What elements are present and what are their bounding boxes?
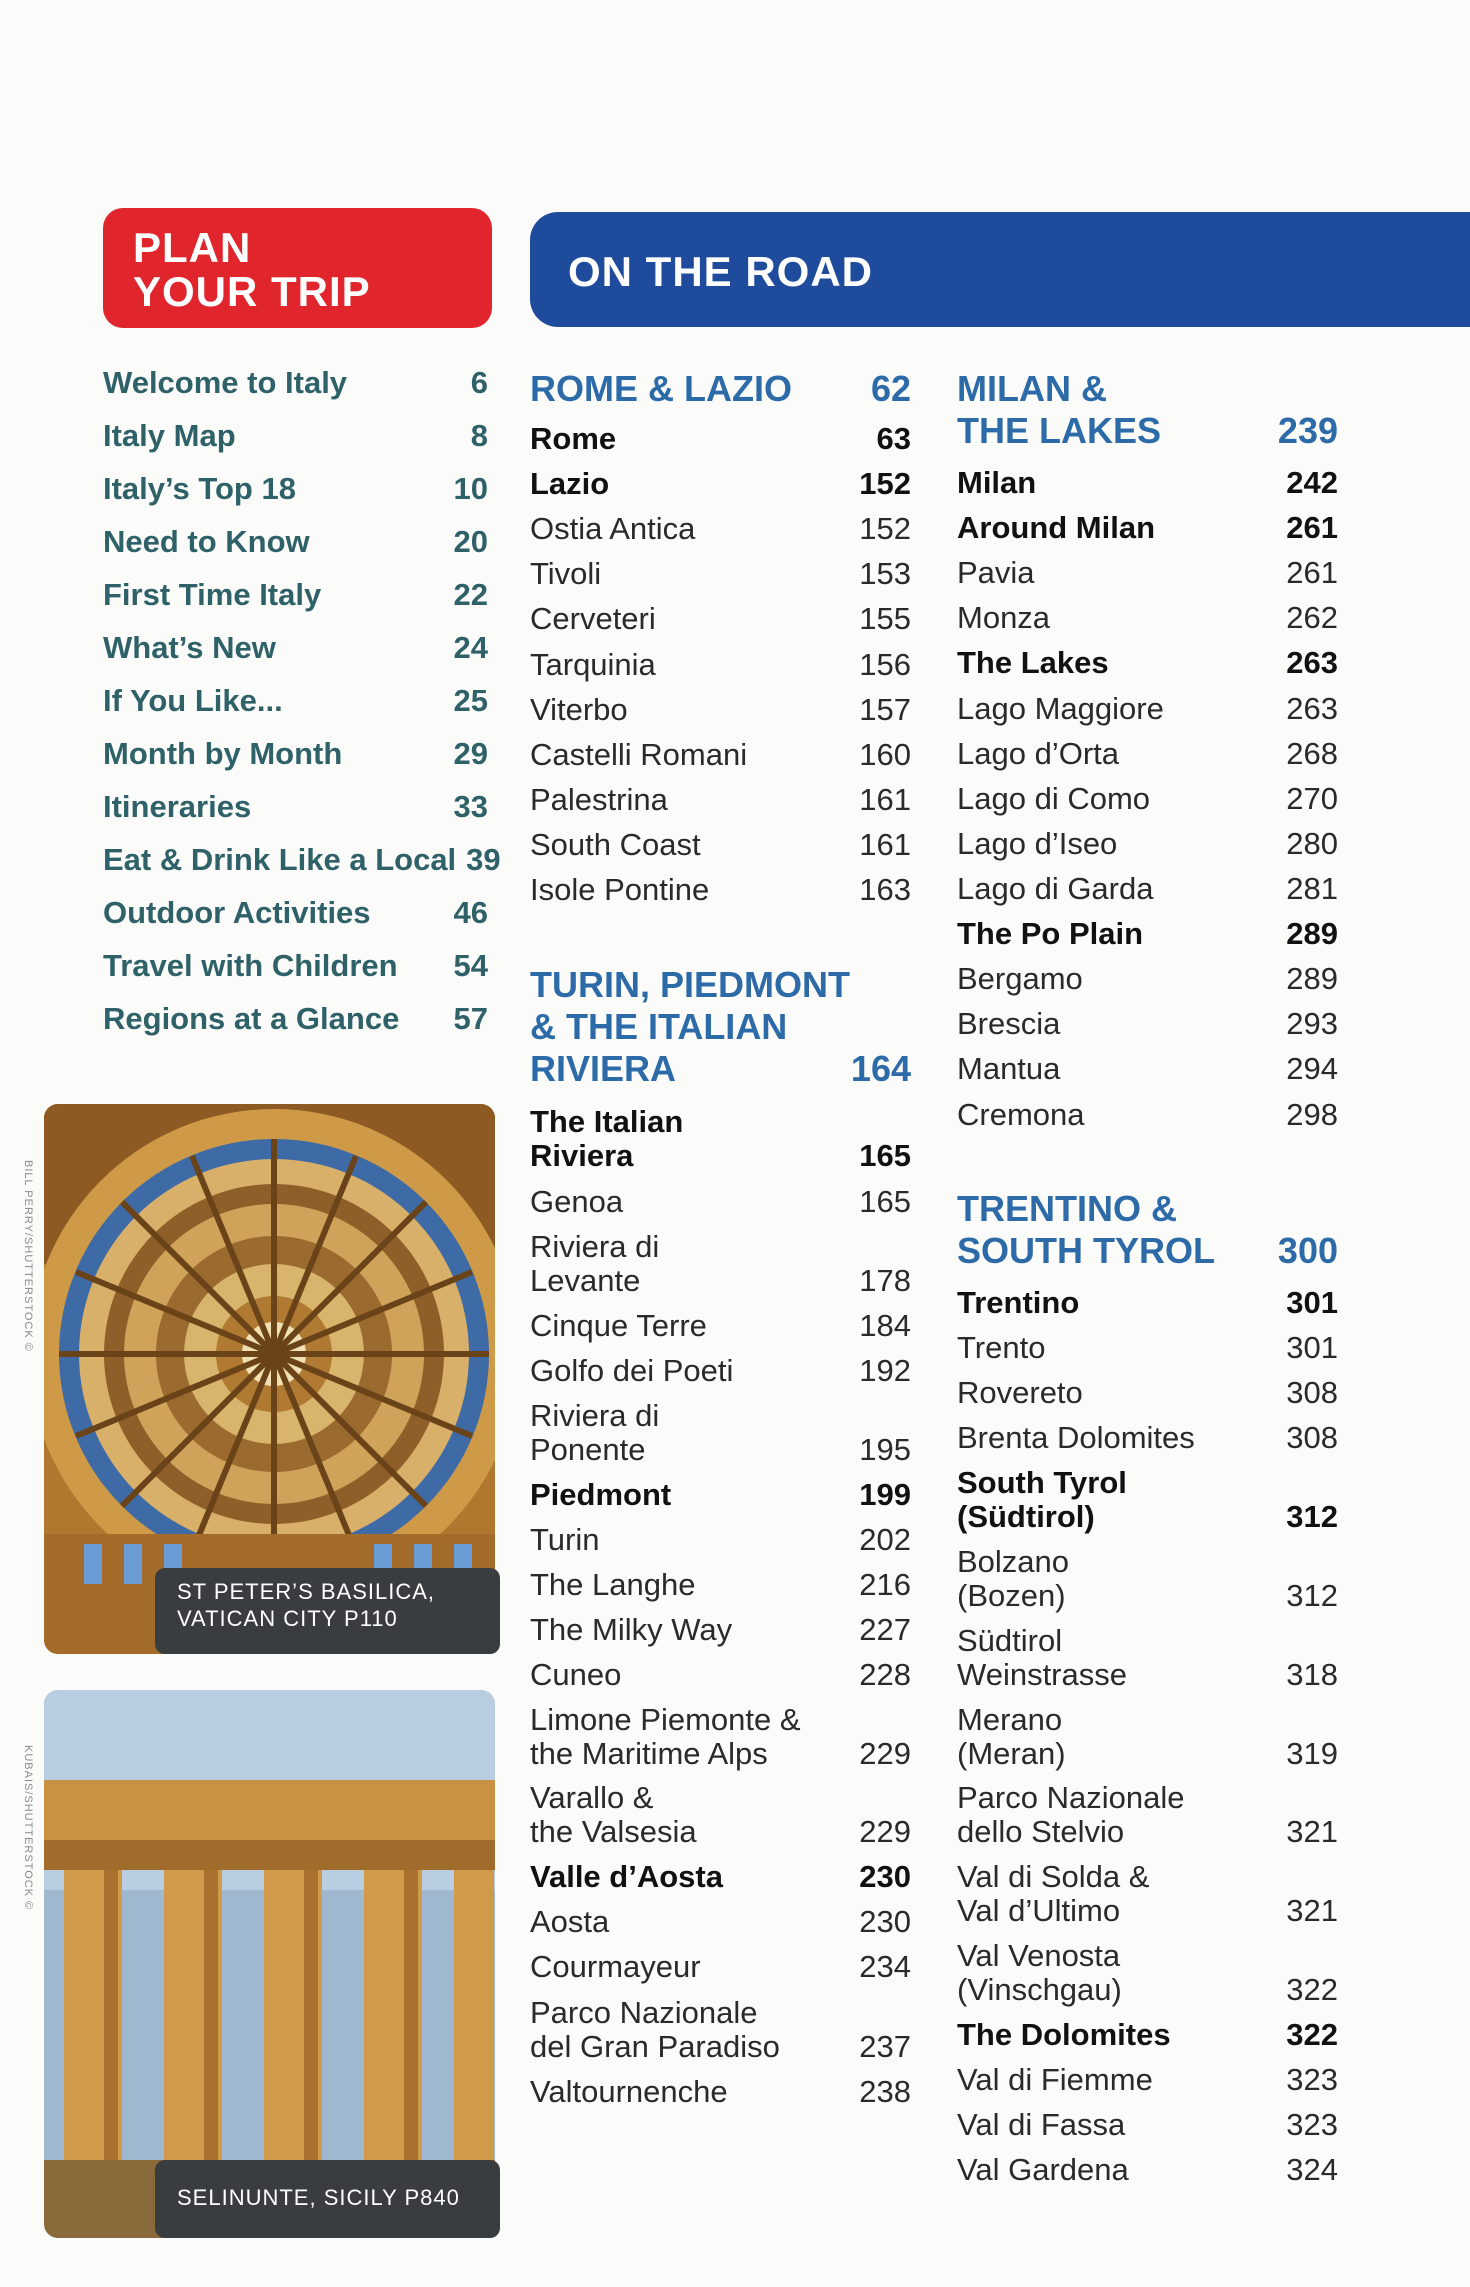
toc-entry-title: the Maritime Alps [530,1736,768,1771]
toc-entry-page: 321 [1286,1814,1338,1849]
toc-entry-page: 46 [453,895,488,930]
toc-entry-title: If You Like... [103,683,283,718]
section-title: SOUTH TYROL [957,1230,1215,1271]
section-title-line: TRENTINO & [957,1188,1177,1229]
toc-entry-line1: Riviera di [530,1229,660,1264]
toc-entry-title: Courmayeur [530,1949,701,1984]
toc-entry-page: 263 [1286,691,1338,726]
toc-entry[interactable] [103,576,488,614]
section-title-line: TURIN, PIEDMONT [530,964,850,1005]
toc-entry[interactable] [103,841,501,879]
toc-entry-title: The Langhe [530,1567,696,1602]
toc-entry[interactable] [530,781,911,819]
toc-entry-page: 33 [453,789,488,824]
toc-entry[interactable] [530,465,911,503]
toc-entry-line1: Varallo & [530,1780,654,1815]
toc-entry-page: 192 [859,1353,911,1388]
toc-entry-title: Around Milan [957,510,1156,545]
toc-entry-page: 242 [1286,465,1338,500]
toc-entry-page: 263 [1286,645,1338,680]
toc-entry[interactable] [530,1903,911,1941]
toc-entry[interactable] [957,1971,1338,2009]
section-heading-rome[interactable] [530,368,911,410]
caption-line: ST PETER’S BASILICA, [177,1579,436,1604]
toc-entry-title: Monza [957,600,1051,635]
toc-entry-page: 270 [1286,781,1338,816]
toc-entry[interactable] [530,646,911,684]
toc-entry-title: Val di Fiemme [957,2062,1153,2097]
toc-entry-page: 280 [1286,826,1338,861]
toc-entry-title: Palestrina [530,782,668,817]
toc-entry[interactable] [103,364,488,402]
toc-entry-page: 156 [859,647,911,682]
toc-entry-page: 319 [1286,1736,1338,1771]
toc-entry-page: 322 [1286,2017,1338,2052]
toc-entry-title: Lazio [530,466,610,501]
toc-entry-page: 261 [1286,510,1338,545]
toc-entry-line1: Val di Solda & [957,1859,1150,1894]
toc-entry-title: Lago di Como [957,781,1151,816]
toc-entry-title: What’s New [103,630,276,665]
toc-entry[interactable] [530,1656,911,1694]
toc-entry-title: Lago Maggiore [957,691,1164,726]
toc-entry[interactable] [530,2073,911,2111]
toc-entry-page: 153 [859,556,911,591]
toc-entry-title: Viterbo [530,692,628,727]
toc-entry-page: 160 [859,737,911,772]
toc-entry-page: 152 [859,511,911,546]
toc-entry-title: Weinstrasse [957,1657,1127,1692]
toc-entry[interactable] [957,1498,1338,1536]
toc-entry[interactable] [530,871,911,909]
toc-entry-title: del Gran Paradiso [530,2029,780,2064]
toc-entry-page: 289 [1286,916,1338,951]
toc-entry[interactable] [957,690,1338,728]
toc-entry[interactable] [530,510,911,548]
toc-entry-title: Turin [530,1522,600,1557]
toc-entry[interactable] [530,555,911,593]
toc-entry[interactable] [957,825,1338,863]
toc-entry[interactable] [530,691,911,729]
toc-entry[interactable] [957,1096,1338,1134]
toc-entry-page: 323 [1286,2062,1338,2097]
toc-entry-title: Ostia Antica [530,511,696,546]
toc-entry-title: Lago d’Orta [957,736,1119,771]
toc-entry-page: 262 [1286,600,1338,635]
toc-entry-title: Valtournenche [530,2074,728,2109]
toc-entry[interactable] [957,1813,1338,1851]
toc-entry[interactable] [957,1735,1338,1773]
toc-entry[interactable] [957,870,1338,908]
toc-entry-title: Trento [957,1330,1046,1365]
toc-entry-title: Val di Fassa [957,2107,1126,2142]
toc-entry-page: 6 [470,365,488,400]
plan-banner-line1: PLAN [133,224,252,271]
toc-entry-title: Golfo dei Poeti [530,1353,734,1388]
toc-entry[interactable] [103,682,488,720]
plan-your-trip-banner [103,208,492,328]
section-title: ROME & LAZIO [530,368,792,409]
section-page: 239 [1277,410,1338,451]
toc-entry[interactable] [530,1307,911,1345]
toc-entry-title: Itineraries [103,789,252,824]
toc-entry-page: 195 [859,1432,911,1467]
toc-entry-title: Rome [530,421,617,456]
toc-entry-page: 25 [453,683,488,718]
toc-entry-title: the Valsesia [530,1814,697,1849]
toc-entry[interactable] [957,599,1338,637]
toc-entry-line1: Parco Nazionale [530,1995,758,2030]
toc-entry-title: Isole Pontine [530,872,710,907]
toc-entry-title: Val d’Ultimo [957,1893,1121,1928]
toc-entry-title: Valle d’Aosta [530,1859,723,1894]
toc-entry-page: 238 [859,2074,911,2109]
toc-entry-line1: Südtirol [957,1623,1063,1658]
toc-entry[interactable] [530,1735,911,1773]
toc-entry-title: Mantua [957,1051,1061,1086]
toc-entry-page: 301 [1286,1285,1338,1320]
toc-entry[interactable] [103,947,488,985]
toc-entry[interactable] [957,1329,1338,1367]
toc-entry-page: 308 [1286,1420,1338,1455]
toc-entry-line1: Bolzano [957,1544,1070,1579]
toc-entry-title: (Vinschgau) [957,1972,1122,2007]
toc-entry-page: 289 [1286,961,1338,996]
toc-entry[interactable] [530,420,911,458]
toc-entry-title: The Lakes [957,645,1109,680]
selinunte-temple-photo [44,1690,495,2238]
toc-entry[interactable] [530,736,911,774]
toc-entry-page: 20 [453,524,488,559]
toc-entry-page: 184 [859,1308,911,1343]
toc-entry[interactable] [957,1374,1338,1412]
toc-entry-title: Regions at a Glance [103,1001,400,1036]
toc-entry-title: The Dolomites [957,2017,1171,2052]
plan-banner-line2: YOUR TRIP [133,268,371,315]
toc-entry[interactable] [530,1476,911,1514]
toc-entry-page: 216 [859,1567,911,1602]
toc-entry-title: Welcome to Italy [103,365,348,400]
toc-entry-page: 163 [859,872,911,907]
section-title-line: & THE ITALIAN [530,1006,788,1047]
toc-entry[interactable] [530,1858,911,1896]
toc-entry-title: Rovereto [957,1375,1083,1410]
toc-entry-title: Cremona [957,1097,1085,1132]
toc-entry-title: Castelli Romani [530,737,748,772]
toc-entry-title: Riviera [530,1138,634,1173]
toc-entry-page: 293 [1286,1006,1338,1041]
photo-caption [155,1568,500,1654]
toc-entry[interactable] [957,644,1338,682]
toc-entry-page: 199 [859,1477,911,1512]
section-title-line: MILAN & [957,368,1107,409]
toc-entry[interactable] [103,629,488,667]
toc-entry-page: 165 [859,1138,911,1173]
toc-entry[interactable] [957,464,1338,502]
toc-entry-page: 24 [453,630,488,665]
toc-entry-page: 178 [859,1263,911,1298]
toc-entry-title: Cuneo [530,1657,622,1692]
toc-entry-page: 155 [859,601,911,636]
toc-entry-title: Brescia [957,1006,1061,1041]
toc-entry-page: 10 [453,471,488,506]
toc-entry-page: 202 [859,1522,911,1557]
toc-entry-page: 298 [1286,1097,1338,1132]
toc-entry-line1: Riviera di [530,1398,660,1433]
toc-entry-page: 323 [1286,2107,1338,2142]
toc-entry-title: Eat & Drink Like a Local [103,842,457,877]
toc-entry-title: Italy’s Top 18 [103,471,296,506]
toc-entry-title: Aosta [530,1904,610,1939]
road-banner-title: ON THE ROAD [568,248,873,295]
toc-entry[interactable] [103,470,488,508]
toc-entry[interactable] [957,915,1338,953]
on-the-road-banner [530,212,1470,327]
toc-entry[interactable] [530,1566,911,1604]
toc-entry[interactable] [957,960,1338,998]
toc-entry-title: Pavia [957,555,1035,590]
toc-entry-page: 227 [859,1612,911,1647]
toc-entry[interactable] [957,1419,1338,1457]
toc-entry-page: 234 [859,1949,911,1984]
toc-entry-line1: The Italian [530,1104,684,1139]
toc-entry[interactable] [530,1183,911,1221]
toc-entry-title: Genoa [530,1184,624,1219]
toc-entry-title: Travel with Children [103,948,398,983]
toc-entry-page: 230 [859,1904,911,1939]
toc-entry-page: 312 [1286,1578,1338,1613]
toc-entry-page: 321 [1286,1893,1338,1928]
toc-entry[interactable] [530,2028,911,2066]
toc-entry-title: Trentino [957,1285,1080,1320]
toc-entry[interactable] [530,1521,911,1559]
section-heading-turin[interactable] [530,1048,911,1090]
toc-entry-title: dello Stelvio [957,1814,1125,1849]
toc-entry[interactable] [957,2151,1338,2189]
toc-entry[interactable] [957,1577,1338,1615]
toc-entry-page: 268 [1286,736,1338,771]
toc-entry-line1: Parco Nazionale [957,1780,1185,1815]
toc-entry[interactable] [530,1137,911,1175]
toc-entry-title: Piedmont [530,1477,672,1512]
toc-entry-page: 261 [1286,555,1338,590]
toc-entry[interactable] [957,1284,1338,1322]
toc-entry-title: Outdoor Activities [103,895,371,930]
temple-illustration [44,1690,495,2238]
toc-entry-page: 294 [1286,1051,1338,1086]
toc-entry-title: Need to Know [103,524,310,559]
toc-entry-title: Levante [530,1263,641,1298]
toc-entry-title: Ponente [530,1432,646,1467]
toc-entry-line1: Val Venosta [957,1938,1121,1973]
toc-entry[interactable] [530,600,911,638]
toc-entry[interactable] [957,2061,1338,2099]
toc-entry-page: 228 [859,1657,911,1692]
toc-entry-page: 152 [859,466,911,501]
toc-entry[interactable] [530,1948,911,1986]
toc-entry-title: Cerveteri [530,601,656,636]
toc-entry-line1: Limone Piemonte & [530,1702,801,1737]
toc-entry-page: 29 [453,736,488,771]
toc-entry-page: 63 [876,421,911,456]
toc-entry-title: Italy Map [103,418,236,453]
toc-entry-page: 301 [1286,1330,1338,1365]
toc-entry-title: Tarquinia [530,647,656,682]
toc-entry-line1: Merano [957,1702,1063,1737]
toc-entry-title: Tivoli [530,556,602,591]
toc-entry[interactable] [530,1431,911,1469]
toc-entry-title: The Milky Way [530,1612,733,1647]
toc-entry-title: First Time Italy [103,577,322,612]
toc-entry[interactable] [957,1050,1338,1088]
toc-entry-page: 165 [859,1184,911,1219]
toc-entry-page: 39 [466,842,501,877]
toc-entry[interactable] [957,780,1338,818]
toc-entry[interactable] [957,1656,1338,1694]
caption-line: VATICAN CITY P110 [177,1606,398,1631]
toc-entry-page: 308 [1286,1375,1338,1410]
toc-entry-page: 161 [859,827,911,862]
section-title: THE LAKES [957,410,1162,451]
toc-entry-page: 322 [1286,1972,1338,2007]
toc-entry-title: Lago d’Iseo [957,826,1118,861]
toc-entry[interactable] [530,1813,911,1851]
toc-entry-title: Brenta Dolomites [957,1420,1195,1455]
toc-entry[interactable] [957,2106,1338,2144]
toc-entry-title: Val Gardena [957,2152,1129,2187]
section-page: 164 [850,1048,911,1089]
toc-entry-page: 8 [470,418,488,453]
toc-entry-page: 324 [1286,2152,1338,2187]
toc-entry[interactable] [103,417,488,455]
toc-entry[interactable] [957,554,1338,592]
toc-entry-title: (Südtirol) [957,1499,1095,1534]
photo-credit: KUBAIS/SHUTTERSTOCK © [22,1745,34,1911]
toc-entry-page: 229 [859,1814,911,1849]
section-heading-milan[interactable] [957,410,1338,452]
toc-entry-page: 318 [1286,1657,1338,1692]
toc-entry[interactable] [103,788,488,826]
toc-entry-title: Bergamo [957,961,1083,996]
toc-entry[interactable] [957,2016,1338,2054]
toc-entry-title: (Meran) [957,1736,1066,1771]
toc-entry-title: The Po Plain [957,916,1144,951]
section-page: 300 [1277,1230,1338,1271]
toc-entry-page: 281 [1286,871,1338,906]
photo-credit: BILL PERRY/SHUTTERSTOCK © [22,1160,34,1352]
toc-entry-line1: South Tyrol [957,1465,1127,1500]
toc-entry[interactable] [530,1352,911,1390]
toc-entry[interactable] [103,1000,488,1038]
toc-entry[interactable] [103,894,488,932]
toc-entry[interactable] [530,1611,911,1649]
toc-entry-page: 54 [453,948,488,983]
photo-caption [155,2160,500,2238]
caption-line: SELINUNTE, SICILY P840 [177,2185,460,2210]
toc-entry[interactable] [103,523,488,561]
toc-entry-page: 157 [859,692,911,727]
toc-entry-title: Month by Month [103,736,343,771]
toc-entry[interactable] [957,1892,1338,1930]
toc-entry[interactable] [957,1005,1338,1043]
toc-entry[interactable] [957,509,1338,547]
toc-entry-title: (Bozen) [957,1578,1066,1613]
toc-entry-title: South Coast [530,827,701,862]
toc-entry-title: Lago di Garda [957,871,1154,906]
toc-entry-page: 22 [453,577,488,612]
toc-entry-page: 312 [1286,1499,1338,1534]
toc-entry-page: 237 [859,2029,911,2064]
toc-entry-page: 230 [859,1859,911,1894]
toc-entry[interactable] [103,735,488,773]
toc-entry-page: 161 [859,782,911,817]
toc-entry-title: Milan [957,465,1037,500]
toc-entry[interactable] [530,1262,911,1300]
toc-entry-page: 57 [453,1001,488,1036]
toc-entry-page: 229 [859,1736,911,1771]
toc-entry-title: Cinque Terre [530,1308,707,1343]
section-page: 62 [870,368,911,409]
section-title: RIVIERA [530,1048,677,1089]
toc-entry[interactable] [957,735,1338,773]
toc-entry[interactable] [530,826,911,864]
section-heading-trentino[interactable] [957,1230,1338,1272]
